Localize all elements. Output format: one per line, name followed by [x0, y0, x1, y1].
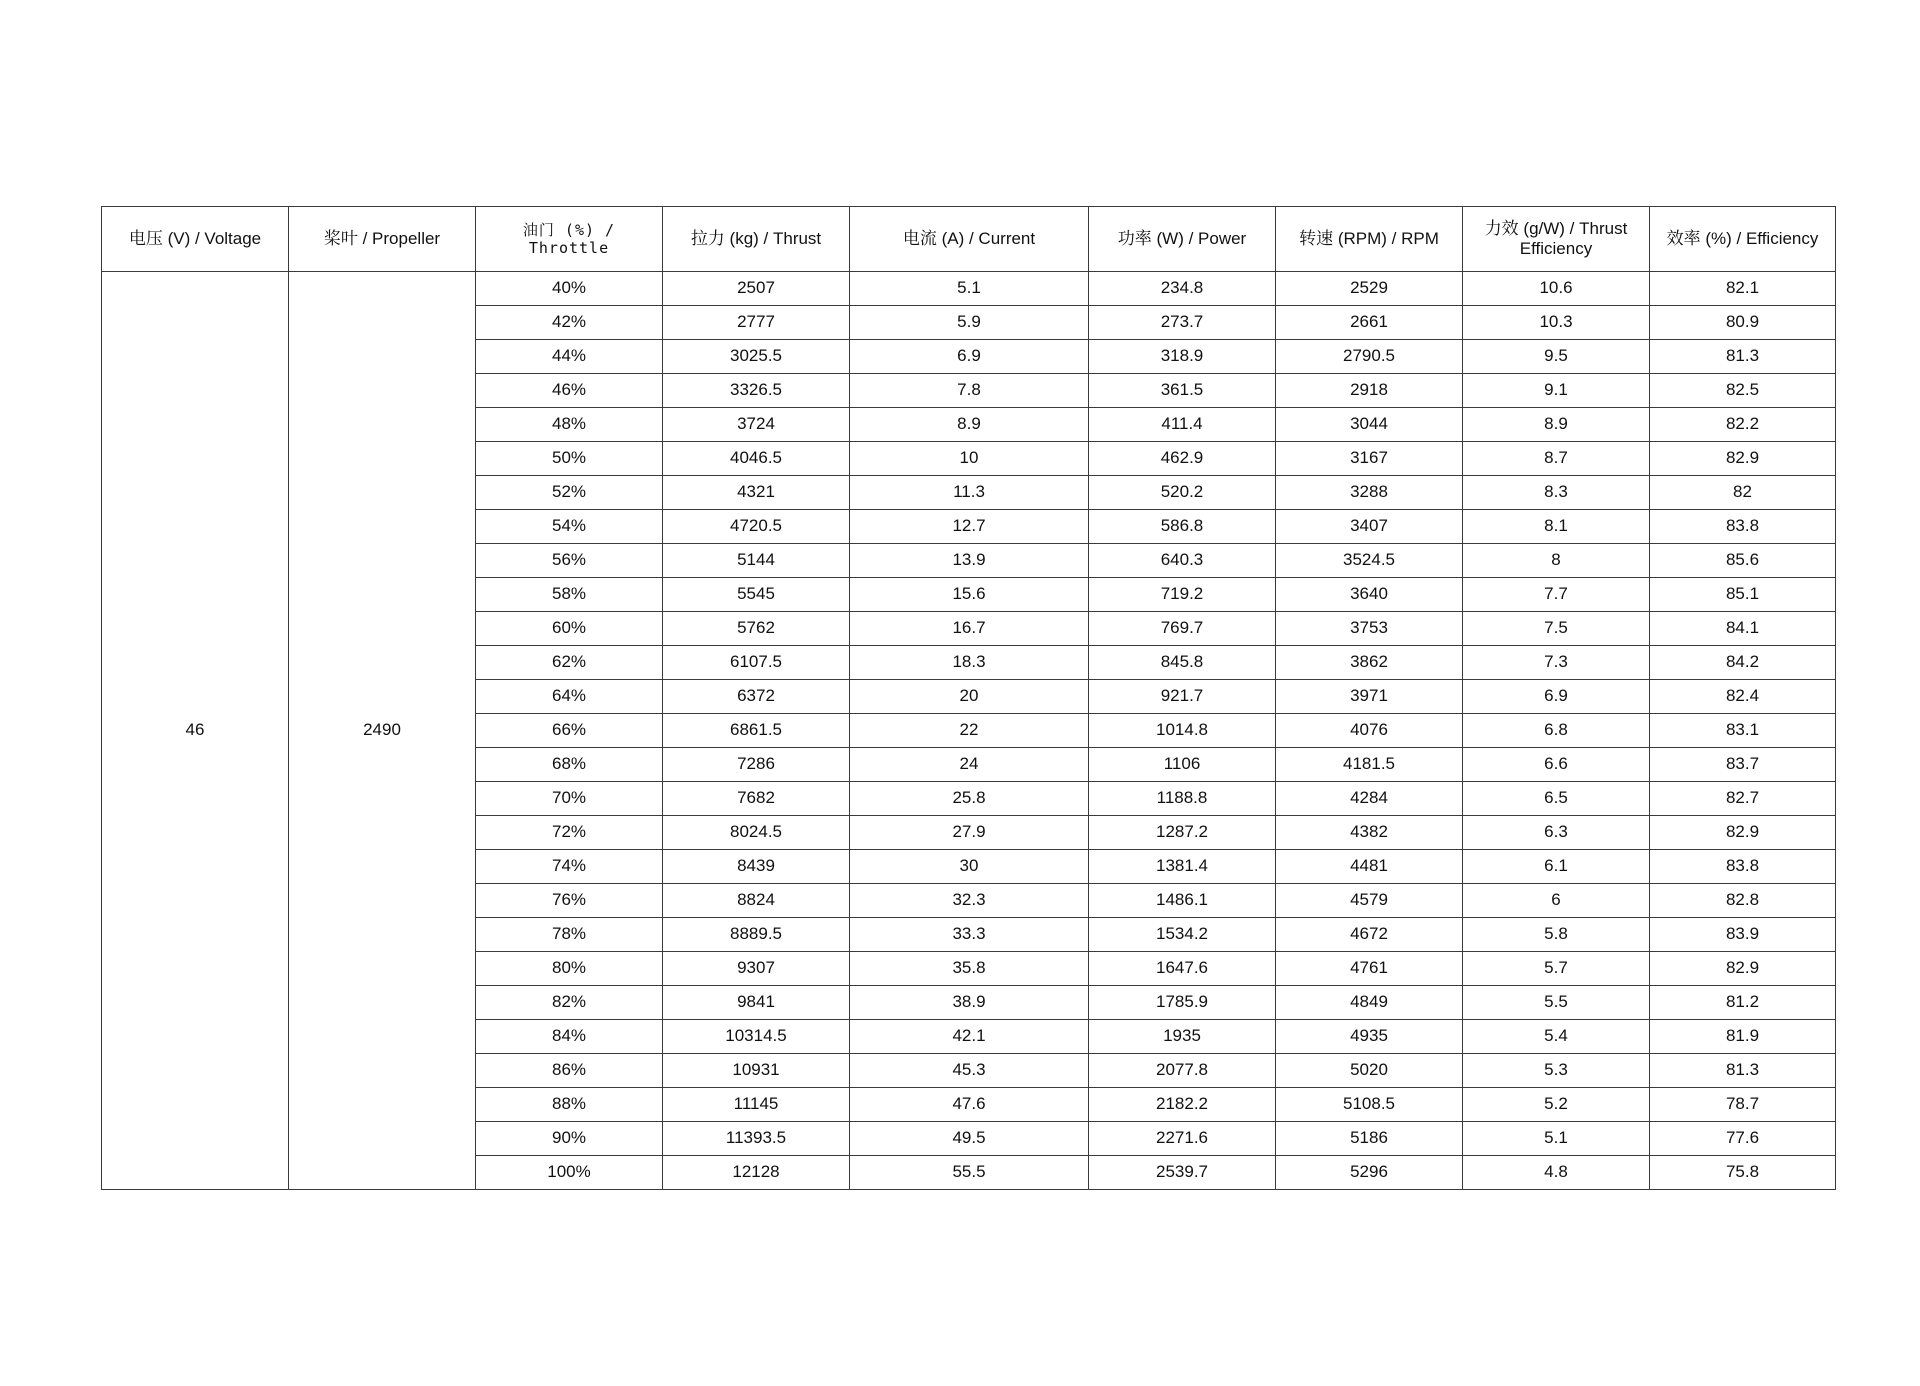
efficiency-cell: 82.9: [1650, 952, 1836, 986]
thrust-cell: 2777: [663, 306, 850, 340]
efficiency-cell: 78.7: [1650, 1088, 1836, 1122]
thrust-cell: 8439: [663, 850, 850, 884]
thrust-efficiency-cell: 5.5: [1463, 986, 1650, 1020]
efficiency-cell: 82.9: [1650, 442, 1836, 476]
throttle-cell: 54%: [476, 510, 663, 544]
header-rpm: 转速 (RPM) / RPM: [1276, 207, 1463, 272]
efficiency-cell: 82.1: [1650, 272, 1836, 306]
rpm-cell: 2790.5: [1276, 340, 1463, 374]
current-cell: 55.5: [850, 1156, 1089, 1190]
thrust-efficiency-cell: 8.1: [1463, 510, 1650, 544]
current-cell: 11.3: [850, 476, 1089, 510]
header-throttle-line2: Throttle: [528, 239, 610, 257]
throttle-cell: 66%: [476, 714, 663, 748]
current-cell: 5.1: [850, 272, 1089, 306]
thrust-efficiency-cell: 5.3: [1463, 1054, 1650, 1088]
efficiency-cell: 83.1: [1650, 714, 1836, 748]
efficiency-cell: 83.7: [1650, 748, 1836, 782]
current-cell: 6.9: [850, 340, 1089, 374]
current-cell: 35.8: [850, 952, 1089, 986]
efficiency-cell: 82.2: [1650, 408, 1836, 442]
header-propeller: 桨叶 / Propeller: [289, 207, 476, 272]
current-cell: 30: [850, 850, 1089, 884]
thrust-efficiency-cell: 8.9: [1463, 408, 1650, 442]
rpm-cell: 4672: [1276, 918, 1463, 952]
motor-performance-table: [101, 206, 1836, 1190]
power-cell: 640.3: [1089, 544, 1276, 578]
thrust-cell: 10314.5: [663, 1020, 850, 1054]
throttle-cell: 56%: [476, 544, 663, 578]
thrust-efficiency-cell: 4.8: [1463, 1156, 1650, 1190]
throttle-cell: 62%: [476, 646, 663, 680]
rpm-cell: 5186: [1276, 1122, 1463, 1156]
power-cell: 2182.2: [1089, 1088, 1276, 1122]
throttle-cell: 88%: [476, 1088, 663, 1122]
thrust-efficiency-cell: 9.5: [1463, 340, 1650, 374]
efficiency-cell: 81.9: [1650, 1020, 1836, 1054]
header-thrust: 拉力 (kg) / Thrust: [663, 207, 850, 272]
current-cell: 8.9: [850, 408, 1089, 442]
throttle-cell: 52%: [476, 476, 663, 510]
throttle-cell: 70%: [476, 782, 663, 816]
thrust-cell: 11393.5: [663, 1122, 850, 1156]
efficiency-cell: 82.7: [1650, 782, 1836, 816]
rpm-cell: 3862: [1276, 646, 1463, 680]
thrust-cell: 9307: [663, 952, 850, 986]
throttle-cell: 42%: [476, 306, 663, 340]
header-throttle: [476, 207, 663, 272]
header-row: [102, 207, 1836, 272]
thrust-efficiency-cell: 8: [1463, 544, 1650, 578]
power-cell: 361.5: [1089, 374, 1276, 408]
rpm-cell: 4761: [1276, 952, 1463, 986]
thrust-cell: 2507: [663, 272, 850, 306]
rpm-cell: 3288: [1276, 476, 1463, 510]
thrust-efficiency-cell: 10.6: [1463, 272, 1650, 306]
current-cell: 7.8: [850, 374, 1089, 408]
thrust-efficiency-cell: 6.5: [1463, 782, 1650, 816]
header-throttle-line1: 油门 (%) /: [522, 221, 616, 239]
throttle-cell: 74%: [476, 850, 663, 884]
efficiency-cell: 83.9: [1650, 918, 1836, 952]
current-cell: 25.8: [850, 782, 1089, 816]
current-cell: 33.3: [850, 918, 1089, 952]
current-cell: 38.9: [850, 986, 1089, 1020]
rpm-cell: 3640: [1276, 578, 1463, 612]
current-cell: 24: [850, 748, 1089, 782]
efficiency-cell: 82.4: [1650, 680, 1836, 714]
current-cell: 42.1: [850, 1020, 1089, 1054]
current-cell: 20: [850, 680, 1089, 714]
thrust-efficiency-cell: 6.6: [1463, 748, 1650, 782]
rpm-cell: 4284: [1276, 782, 1463, 816]
current-cell: 32.3: [850, 884, 1089, 918]
current-cell: 18.3: [850, 646, 1089, 680]
current-cell: 47.6: [850, 1088, 1089, 1122]
rpm-cell: 3407: [1276, 510, 1463, 544]
rpm-cell: 2661: [1276, 306, 1463, 340]
header-voltage: 电压 (V) / Voltage: [102, 207, 289, 272]
current-cell: 16.7: [850, 612, 1089, 646]
thrust-cell: 8889.5: [663, 918, 850, 952]
power-cell: 411.4: [1089, 408, 1276, 442]
header-thrust-efficiency: [1463, 207, 1650, 272]
current-cell: 27.9: [850, 816, 1089, 850]
throttle-cell: 46%: [476, 374, 663, 408]
throttle-cell: 58%: [476, 578, 663, 612]
thrust-cell: 11145: [663, 1088, 850, 1122]
thrust-cell: 6372: [663, 680, 850, 714]
current-cell: 45.3: [850, 1054, 1089, 1088]
thrust-cell: 4046.5: [663, 442, 850, 476]
throttle-cell: 40%: [476, 272, 663, 306]
throttle-cell: 76%: [476, 884, 663, 918]
power-cell: 234.8: [1089, 272, 1276, 306]
power-cell: 2539.7: [1089, 1156, 1276, 1190]
thrust-efficiency-cell: 6.3: [1463, 816, 1650, 850]
thrust-cell: 3025.5: [663, 340, 850, 374]
throttle-cell: 44%: [476, 340, 663, 374]
thrust-efficiency-cell: 7.5: [1463, 612, 1650, 646]
rpm-cell: 3524.5: [1276, 544, 1463, 578]
efficiency-cell: 82: [1650, 476, 1836, 510]
thrust-cell: 8024.5: [663, 816, 850, 850]
rpm-cell: 2918: [1276, 374, 1463, 408]
thrust-efficiency-cell: 5.1: [1463, 1122, 1650, 1156]
efficiency-cell: 84.1: [1650, 612, 1836, 646]
thrust-efficiency-cell: 5.8: [1463, 918, 1650, 952]
rpm-cell: 3971: [1276, 680, 1463, 714]
power-cell: 769.7: [1089, 612, 1276, 646]
rpm-cell: 4935: [1276, 1020, 1463, 1054]
table-body: [102, 272, 1836, 1190]
throttle-cell: 90%: [476, 1122, 663, 1156]
thrust-cell: 6861.5: [663, 714, 850, 748]
efficiency-cell: 82.9: [1650, 816, 1836, 850]
rpm-cell: 5020: [1276, 1054, 1463, 1088]
thrust-efficiency-cell: 5.7: [1463, 952, 1650, 986]
power-cell: 1534.2: [1089, 918, 1276, 952]
thrust-efficiency-cell: 5.2: [1463, 1088, 1650, 1122]
rpm-cell: 4481: [1276, 850, 1463, 884]
throttle-cell: 72%: [476, 816, 663, 850]
power-cell: 520.2: [1089, 476, 1276, 510]
header-thrust-efficiency-line2: Efficiency: [1519, 239, 1593, 258]
thrust-cell: 3724: [663, 408, 850, 442]
power-cell: 586.8: [1089, 510, 1276, 544]
header-thrust-efficiency-line1: 力效 (g/W) / Thrust: [1484, 218, 1628, 238]
rpm-cell: 2529: [1276, 272, 1463, 306]
current-cell: 22: [850, 714, 1089, 748]
current-cell: 13.9: [850, 544, 1089, 578]
thrust-efficiency-cell: 6.8: [1463, 714, 1650, 748]
efficiency-cell: 85.6: [1650, 544, 1836, 578]
voltage-cell: 46: [102, 272, 289, 1190]
throttle-cell: 68%: [476, 748, 663, 782]
throttle-cell: 60%: [476, 612, 663, 646]
header-current: 电流 (A) / Current: [850, 207, 1089, 272]
efficiency-cell: 81.3: [1650, 340, 1836, 374]
current-cell: 15.6: [850, 578, 1089, 612]
thrust-cell: 12128: [663, 1156, 850, 1190]
power-cell: 1106: [1089, 748, 1276, 782]
propeller-cell: 2490: [289, 272, 476, 1190]
thrust-cell: 5762: [663, 612, 850, 646]
power-cell: 1647.6: [1089, 952, 1276, 986]
power-cell: 2077.8: [1089, 1054, 1276, 1088]
thrust-cell: 4720.5: [663, 510, 850, 544]
header-power: 功率 (W) / Power: [1089, 207, 1276, 272]
efficiency-cell: 77.6: [1650, 1122, 1836, 1156]
rpm-cell: 3167: [1276, 442, 1463, 476]
efficiency-cell: 80.9: [1650, 306, 1836, 340]
throttle-cell: 80%: [476, 952, 663, 986]
power-cell: 318.9: [1089, 340, 1276, 374]
header-efficiency: 效率 (%) / Efficiency: [1650, 207, 1836, 272]
efficiency-cell: 82.8: [1650, 884, 1836, 918]
power-cell: 1935: [1089, 1020, 1276, 1054]
thrust-cell: 7286: [663, 748, 850, 782]
rpm-cell: 3753: [1276, 612, 1463, 646]
power-cell: 1014.8: [1089, 714, 1276, 748]
thrust-efficiency-cell: 6.1: [1463, 850, 1650, 884]
throttle-cell: 84%: [476, 1020, 663, 1054]
efficiency-cell: 84.2: [1650, 646, 1836, 680]
current-cell: 49.5: [850, 1122, 1089, 1156]
rpm-cell: 4382: [1276, 816, 1463, 850]
thrust-efficiency-cell: 7.7: [1463, 578, 1650, 612]
current-cell: 12.7: [850, 510, 1089, 544]
power-cell: 1486.1: [1089, 884, 1276, 918]
thrust-efficiency-cell: 5.4: [1463, 1020, 1650, 1054]
rpm-cell: 5108.5: [1276, 1088, 1463, 1122]
throttle-cell: 48%: [476, 408, 663, 442]
power-cell: 1287.2: [1089, 816, 1276, 850]
thrust-cell: 9841: [663, 986, 850, 1020]
power-cell: 1188.8: [1089, 782, 1276, 816]
rpm-cell: 3044: [1276, 408, 1463, 442]
thrust-efficiency-cell: 7.3: [1463, 646, 1650, 680]
power-cell: 921.7: [1089, 680, 1276, 714]
throttle-cell: 82%: [476, 986, 663, 1020]
throttle-cell: 50%: [476, 442, 663, 476]
efficiency-cell: 75.8: [1650, 1156, 1836, 1190]
thrust-cell: 4321: [663, 476, 850, 510]
power-cell: 845.8: [1089, 646, 1276, 680]
thrust-efficiency-cell: 6.9: [1463, 680, 1650, 714]
thrust-efficiency-cell: 8.7: [1463, 442, 1650, 476]
table-row: [102, 272, 1836, 306]
thrust-cell: 6107.5: [663, 646, 850, 680]
thrust-cell: 7682: [663, 782, 850, 816]
rpm-cell: 5296: [1276, 1156, 1463, 1190]
current-cell: 5.9: [850, 306, 1089, 340]
rpm-cell: 4849: [1276, 986, 1463, 1020]
thrust-cell: 5144: [663, 544, 850, 578]
thrust-cell: 10931: [663, 1054, 850, 1088]
performance-sheet: [101, 206, 1836, 1190]
power-cell: 719.2: [1089, 578, 1276, 612]
rpm-cell: 4076: [1276, 714, 1463, 748]
thrust-cell: 5545: [663, 578, 850, 612]
power-cell: 1381.4: [1089, 850, 1276, 884]
thrust-efficiency-cell: 10.3: [1463, 306, 1650, 340]
power-cell: 273.7: [1089, 306, 1276, 340]
efficiency-cell: 81.3: [1650, 1054, 1836, 1088]
efficiency-cell: 83.8: [1650, 850, 1836, 884]
power-cell: 2271.6: [1089, 1122, 1276, 1156]
thrust-cell: 8824: [663, 884, 850, 918]
throttle-cell: 100%: [476, 1156, 663, 1190]
efficiency-cell: 82.5: [1650, 374, 1836, 408]
efficiency-cell: 83.8: [1650, 510, 1836, 544]
rpm-cell: 4181.5: [1276, 748, 1463, 782]
thrust-cell: 3326.5: [663, 374, 850, 408]
thrust-efficiency-cell: 6: [1463, 884, 1650, 918]
current-cell: 10: [850, 442, 1089, 476]
efficiency-cell: 81.2: [1650, 986, 1836, 1020]
thrust-efficiency-cell: 9.1: [1463, 374, 1650, 408]
efficiency-cell: 85.1: [1650, 578, 1836, 612]
rpm-cell: 4579: [1276, 884, 1463, 918]
power-cell: 462.9: [1089, 442, 1276, 476]
throttle-cell: 64%: [476, 680, 663, 714]
thrust-efficiency-cell: 8.3: [1463, 476, 1650, 510]
power-cell: 1785.9: [1089, 986, 1276, 1020]
throttle-cell: 78%: [476, 918, 663, 952]
throttle-cell: 86%: [476, 1054, 663, 1088]
